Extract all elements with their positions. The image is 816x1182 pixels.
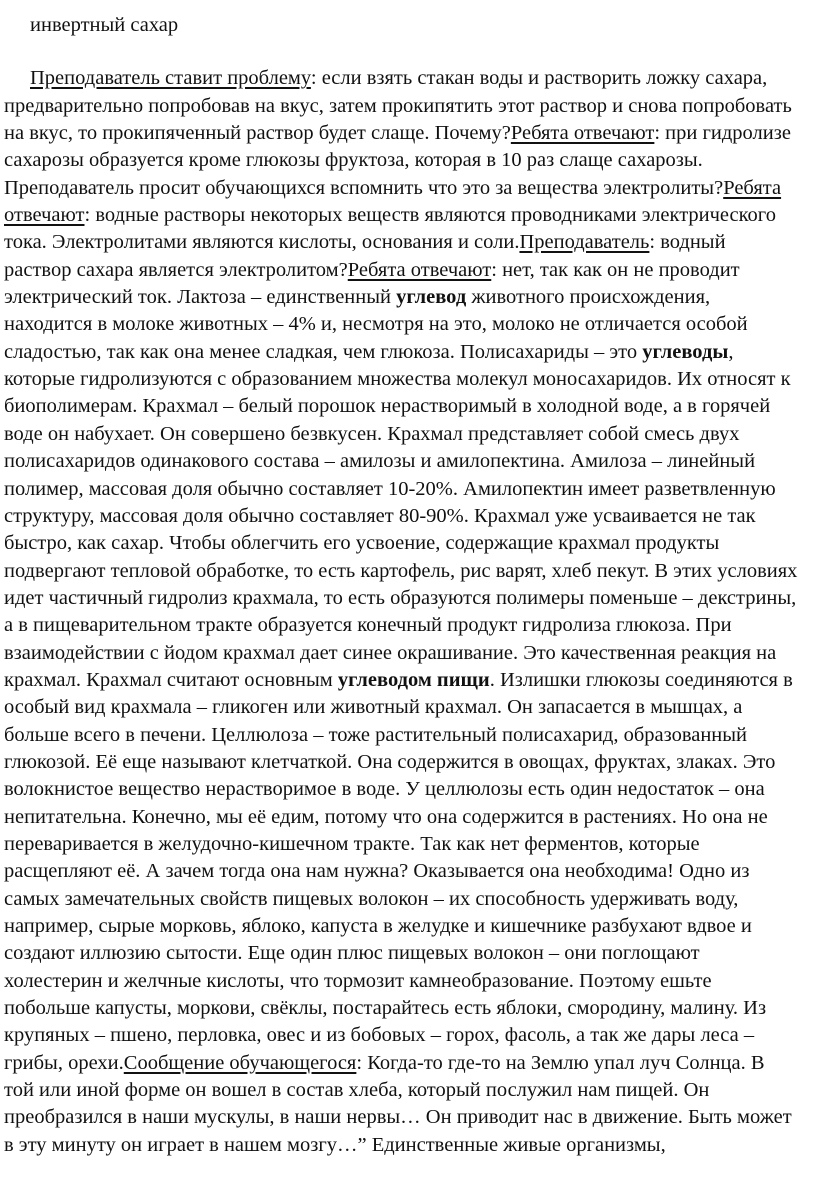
text-segment: : водный раствор сахара является электролитом? xyxy=(4,231,726,281)
document-heading: инвертный сахар xyxy=(30,14,179,36)
text-segment: животного происхождения, находится в молоке животных – 4% и, несмотря на это, молоко не отличается особой сладостью, так как она менее сладкая, чем глюкоза. Полисахариды – это xyxy=(4,286,748,363)
students-answer-label: Ребята отвечают xyxy=(510,122,655,145)
teacher-poses-problem-label: Преподаватель ставит проблему xyxy=(30,67,311,90)
students-answer-label: Ребята отвечают xyxy=(347,258,492,281)
text-segment: : если взять стакан воды и растворить ложку сахара, предварительно попробовав на вкус, затем прокипятить этот раствор и снова попробовать на вкус, то прокипяченный раствор будет слаще. Почему? xyxy=(4,67,792,145)
student-message-label: Сообщение обучающегося xyxy=(123,1051,357,1074)
text-segment: : Когда-то где-то на Землю упал луч Солнца. В той или иной форме он вошел в состав хлеба, который послужил нам пищей. Он преобразился в наши мускулы, в наши нервы… Он приводит нас в движение. Быть может в эту минуту он играет в нашем мозгу…” Единственные живые организмы, xyxy=(4,1051,792,1156)
text-segment: , которые гидролизуются с образованием множества молекул моносахаридов. Их относят к биополимерам. Крахмал – белый порошок нерастворимый в холодной воде, а в горячей воде он набухает. Он совершено безвкусен. Крахмал представляет собой смесь двух полисахаридов одинакового состава – амилозы и амилопектина. Амилоза – линейный полимер, массовая доля обычно составляет 10-20%. Амилопектин имеет разветвленную структуру, массовая доля обычно составляет 80-90%. Крахмал уже усваивается не так быстро, как сахар. Чтобы облегчить его усвоение, содержащие крахмал продукты подвергают тепловой обработке, то есть картофель, рис варят, хлеб пекут. В этих условиях идет частичный гидролиз крахмала, то есть образуются полимеры поменьше – декстрины, а в пищеварительном тракте образуется конечный продукт гидролиза глюкоза. При взаимодействии с йодом крахмал дает синее окрашивание. Это качественная реакция на крахмал. Крахмал считают основным xyxy=(4,340,798,691)
students-answer-label: Ребята отвечают xyxy=(4,176,782,227)
bold-term: углеводы xyxy=(642,340,729,363)
text-segment: : при гидролизе сахарозы образуется кроме глюкозы фруктоза, которая в 10 раз слаще сахарозы. Преподаватель просит обучающихся вспомнить что это за вещества электролиты? xyxy=(4,122,791,199)
teacher-label: Преподаватель xyxy=(519,231,650,254)
text-segment: . Излишки глюкозы соединяются в особый вид крахмала – гликоген или животный крахмал. Он запасается в мышцах, а больше всего в печени. Целлюлоза – тоже растительный полисахарид, образованный глюкозой. Её еще называют клетчаткой. Она содержится в овощах, фруктах, злаках. Это волокнистое вещество нерастворимое в воде. У целлюлозы есть один недостаток – она непитательна. Конечно, мы её едим, потому что она содержится в растениях. Но она не переваривается в желудочно-кишечном тракте. Так как нет ферментов, которые расщепляют её. А зачем тогда она нам нужна? Оказывается она необходима! Одно из самых замечательных свойств пищевых волокон – их способность удерживать воду, например, сырые морковь, яблоко, капуста в желудке и кишечнике разбухают вдвое и создают иллюзию сытости. Еще один плюс пищевых волокон – они поглощают холестерин и желчные кислоты, что тормозит камнеобразование. Поэтому ешьте побольше капусты, моркови, свёклы, постарайтесь есть яблоки, смородину, малину. Из крупяных – пшено, перловка, овес и из бобовых – горох, фасоль, а так же дары леса – грибы, орехи. xyxy=(4,668,793,1074)
bold-term: углевод xyxy=(396,286,467,309)
document-body xyxy=(4,65,798,1159)
bold-term: углеводом пищи xyxy=(337,668,490,691)
text-segment: : нет, так как он не проводит электрический ток. Лактоза – единственный xyxy=(4,258,740,309)
text-segment: : водные растворы некоторых веществ являются проводниками электрического тока. Электролитами являются кислоты, основания и соли. xyxy=(4,204,776,254)
